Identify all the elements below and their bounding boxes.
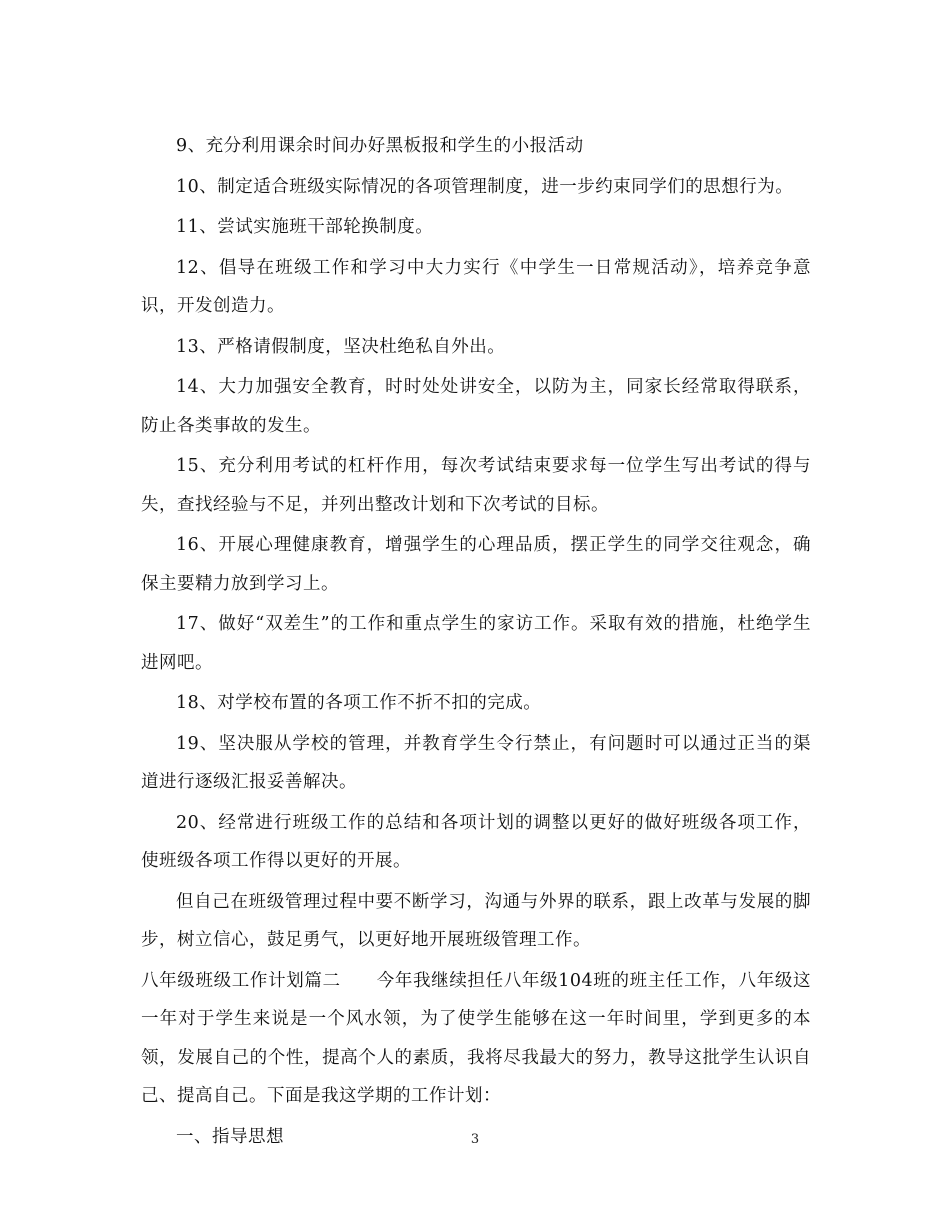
paragraph-item-10: 10、制定适合班级实际情况的各项管理制度，进一步约束同学们的思想行为。	[176, 176, 794, 197]
paragraph-conclusion: 但自己在班级管理过程中要不断学习，沟通与外界的联系，跟上改革与发展的脚步，树立信心，鼓足勇气，以更好地开展班级管理工作。	[141, 891, 811, 950]
paragraph-item-11: 11、尝试实施班干部轮换制度。	[176, 217, 434, 237]
paragraph-item-18: 18、对学校布置的各项工作不折不扣的完成。	[176, 693, 542, 713]
paragraph-item-13: 13、严格请假制度，坚决杜绝私自外出。	[176, 336, 506, 357]
paragraph-item-17: 17、做好“双差生”的工作和重点学生的家访工作。采取有效的措施，杜绝学生进网吧。	[141, 614, 811, 673]
paragraph-item-20: 20、经常进行班级工作的总结和各项计划的调整以更好的做好班级各项工作，使班级各项工作得以更好的开展。	[141, 812, 811, 871]
section-intro-paragraph	[141, 962, 811, 1116]
paragraph-item-15: 15、充分利用考试的杠杆作用，每次考试结束要求每一位学生写出考试的得与失，查找经验与不足，并列出整改计划和下次考试的目标。	[141, 456, 811, 515]
document-body	[141, 127, 811, 1158]
section-label: 八年级班级工作计划篇二	[141, 970, 341, 991]
section-heading: 一、指导思想	[176, 1126, 284, 1147]
paragraph-item-9: 9、充分利用课余时间办好黑板报和学生的小报活动	[176, 136, 584, 156]
page-number: 3	[470, 1132, 480, 1147]
paragraph-item-19: 19、坚决服从学校的管理，并教育学生令行禁止，有问题时可以通过正当的渠道进行逐级汇报妥善解决。	[141, 733, 811, 792]
section-intro-text: 今年我继续担任八年级104班的班主任工作，八年级这一年对于学生来说是一个风水领，为了使学生能够在这一年时间里，学到更多的本领，发展自己的个性，提高个人的素质，我将尽我最大的努力，教导这批学生认识自己、提高自己。下面是我这学期的工作计划：	[141, 970, 811, 1106]
paragraph-item-14: 14、大力加强安全教育，时时处处讲安全，以防为主，同家长经常取得联系，防止各类事故的发生。	[141, 377, 811, 436]
paragraph-item-12: 12、倡导在班级工作和学习中大力实行《中学生一日常规活动》，培养竞争意识，开发创造力。	[141, 257, 811, 316]
paragraph-item-16: 16、开展心理健康教育，增强学生的心理品质，摆正学生的同学交往观念，确保主要精力放到学习上。	[141, 535, 811, 594]
